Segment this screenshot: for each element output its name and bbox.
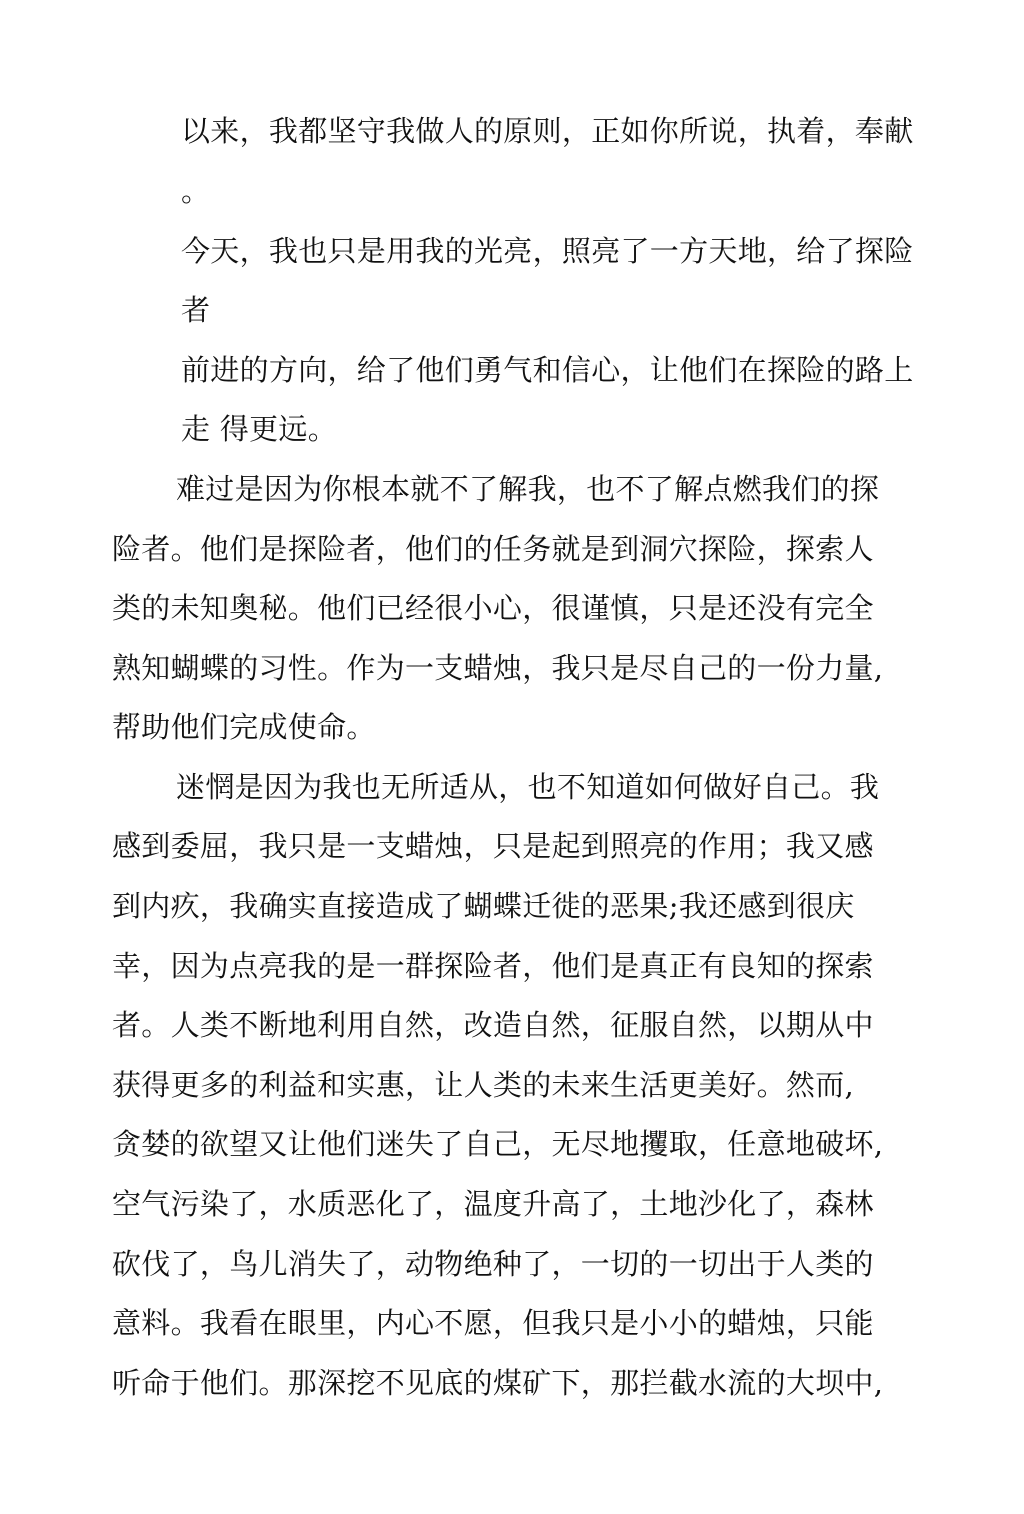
text-line: 走 得更远。 (181, 412, 338, 446)
text-line: 以来，我都坚守我做人的原则，正如你所说，执着，奉献 (181, 114, 914, 148)
text-line: 。 (181, 174, 211, 208)
text-line: 空气污染了，水质恶化了，温度升高了，土地沙化了，森林 (112, 1187, 874, 1221)
text-line: 今天，我也只是用我的光亮，照亮了一方天地，给了探险 (181, 234, 914, 268)
text-line: 砍伐了，鸟儿消失了，动物绝种了，一切的一切出于人类的 (112, 1247, 874, 1281)
text-line: 到内疚，我确实直接造成了蝴蝶迁徙的恶果;我还感到很庆 (112, 889, 855, 923)
text-line: 类的未知奥秘。他们已经很小心，很谨慎，只是还没有完全 (112, 591, 874, 625)
text-line: 意料。我看在眼里，内心不愿，但我只是小小的蜡烛，只能 (112, 1306, 874, 1340)
text-line: 帮助他们完成使命。 (112, 710, 376, 744)
paragraph-first-line: 迷惘是因为我也无所适从，也不知道如何做好自己。我 (176, 770, 880, 804)
text-line: 贪婪的欲望又让他们迷失了自己，无尽地攫取，任意地破坏, (112, 1127, 884, 1161)
text-line: 听命于他们。那深挖不见底的煤矿下，那拦截水流的大坝中, (112, 1366, 884, 1400)
text-line: 者 (181, 293, 211, 327)
text-line: 前进的方向，给了他们勇气和信心，让他们在探险的路上 (181, 353, 914, 387)
text-line: 幸，因为点亮我的是一群探险者，他们是真正有良知的探索 (112, 949, 874, 983)
text-line: 获得更多的利益和实惠，让人类的未来生活更美好。然而, (112, 1068, 855, 1102)
text-line: 熟知蝴蝶的习性。作为一支蜡烛，我只是尽自己的一份力量, (112, 651, 884, 685)
text-line: 感到委屈，我只是一支蜡烛，只是起到照亮的作用；我又感 (112, 829, 874, 863)
paragraph-first-line: 难过是因为你根本就不了解我，也不了解点燃我们的探 (176, 472, 880, 506)
text-line: 险者。他们是探险者，他们的任务就是到洞穴探险，探索人 (112, 532, 874, 566)
text-line: 者。人类不断地利用自然，改造自然，征服自然，以期从中 (112, 1008, 874, 1042)
